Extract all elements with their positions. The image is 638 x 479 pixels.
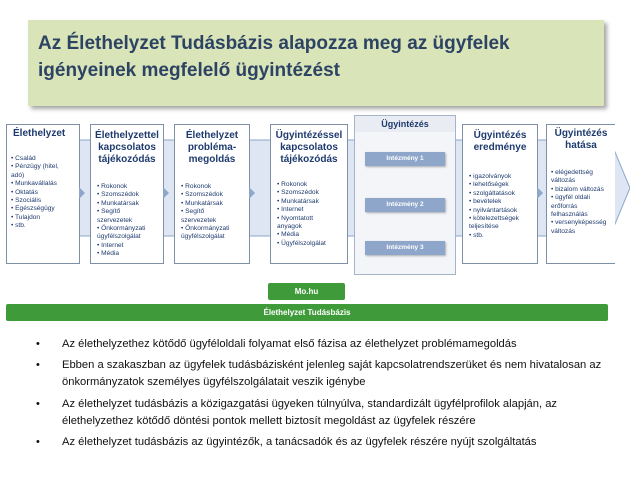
list-item: • Önkormányzati xyxy=(97,225,146,233)
list-item: • Család xyxy=(11,155,36,162)
list-item: • Önkormányzati xyxy=(181,225,230,233)
list-item: • nyilvántartások xyxy=(469,206,518,214)
list-item: • stb. xyxy=(469,231,484,239)
list-item: • Ügyfélszolgálat xyxy=(277,239,326,247)
arrow-tip xyxy=(79,187,85,199)
stage-heading: Élethelyzet probléma-megoldás xyxy=(185,130,239,165)
list-item: • stb. xyxy=(11,222,26,230)
list-item: • szolgáltatások xyxy=(469,189,515,197)
list-item: • Rokonok xyxy=(97,183,128,190)
stage-problemamegoldas xyxy=(174,124,250,264)
bullet-text: Ebben a szakaszban az ügyfelek tudásbázisként jelenleg saját kapcsolatrendszerüket és nem hivatalosan az önkormányzatok személyes ügyfélszolgálatait veszik igénybe xyxy=(62,359,602,389)
list-item: szervezetek xyxy=(181,216,217,224)
stage-list xyxy=(11,155,59,231)
list-item: • Szomszédok xyxy=(277,189,319,197)
list-item: • bizalom változás xyxy=(551,185,604,193)
stage-eredmeny xyxy=(462,124,538,264)
list-item: • Oktatás xyxy=(11,188,38,196)
list-item: • Segítő xyxy=(97,208,121,216)
bullet-item xyxy=(30,434,606,451)
institution-1: Intézmény 1 xyxy=(365,152,445,166)
tudasbazis-bar: Élethelyzet Tudásbázis xyxy=(6,304,608,321)
list-item: • lehetőségek xyxy=(469,181,509,189)
list-item: ügyfélszolgálat xyxy=(181,233,225,241)
list-item: • Rokonok xyxy=(277,181,308,188)
arrow-tip xyxy=(163,187,169,199)
list-item: • Internet xyxy=(97,241,124,249)
list-item: adó) xyxy=(11,171,25,179)
stage-heading: Élethelyzettel kapcsolatos tájékozódás xyxy=(95,130,159,165)
bullet-item xyxy=(30,396,606,430)
list-item: • kötelezettségek xyxy=(469,215,519,223)
list-item: felhasználás xyxy=(551,211,588,219)
list-item: változás xyxy=(551,227,576,235)
stage-elethelyzet xyxy=(6,124,80,264)
list-item: erőforrás xyxy=(551,202,578,210)
list-item: • Munkatársak xyxy=(277,197,319,205)
bullet-dot-icon: • xyxy=(36,338,40,350)
list-item: • versenyképesség xyxy=(551,219,607,227)
ugyintezes-heading: Ügyintézés xyxy=(355,116,455,132)
stage-heading: Ügyintézéssel kapcsolatos tájékozódás xyxy=(275,130,343,165)
list-item: • Szomszédok xyxy=(181,191,223,199)
list-item: • Segítő xyxy=(181,208,205,216)
ugyintezes-panel xyxy=(354,115,456,275)
list-item: teljesítése xyxy=(469,223,499,231)
list-item: változás xyxy=(551,177,576,185)
stage-heading: Ügyintézés eredménye xyxy=(473,130,527,153)
list-item: • Tulajdon xyxy=(11,213,41,221)
bullet-text: Az élethelyzethez kötődő ügyféloldali folyamat első fázisa az élethelyzet problémamegoldás xyxy=(62,338,517,350)
list-item: anyagok xyxy=(277,223,302,231)
stage-heading: Élethelyzet xyxy=(13,128,66,139)
list-item: • Rokonok xyxy=(181,183,212,190)
list-item: • Pénzügy (hitel, xyxy=(11,163,59,171)
list-item: • igazolványok xyxy=(469,173,512,180)
slide-title: Az Élethelyzet Tudásbázis alapozza meg az ügyfelek igényeinek megfelelő ügyintézést xyxy=(38,33,510,81)
list-item: • Munkatársak xyxy=(97,199,139,207)
institution-2: Intézmény 2 xyxy=(365,198,445,212)
bullet-text: Az élethelyzet tudásbázis az ügyintézők, a tanácsadók és az ügyfelek részére nyújt szolgáltatás xyxy=(62,436,537,449)
stage-heading: Ügyintézés hatása xyxy=(554,128,608,151)
list-item: • bevételek xyxy=(469,198,502,206)
list-item: • Egészségügy xyxy=(11,205,55,213)
list-item: • Munkavállalás xyxy=(11,180,57,188)
list-item: • Munkatársak xyxy=(181,199,223,207)
arrow-tip xyxy=(537,187,543,199)
stage-tajekozodas xyxy=(90,124,164,264)
list-item: ügyfélszolgálat xyxy=(97,233,141,241)
bullet-dot-icon: • xyxy=(36,436,40,449)
title-box xyxy=(28,20,604,106)
bullet-dot-icon: • xyxy=(36,359,40,372)
list-item: • Szomszédok xyxy=(97,191,139,199)
list-item: • Szociális xyxy=(11,197,42,205)
list-item: • Média xyxy=(97,250,120,258)
list-item: • Nyomtatott xyxy=(277,214,314,222)
bullet-item xyxy=(30,357,606,391)
stage-hatasa xyxy=(546,124,615,264)
bullet-dot-icon: • xyxy=(36,397,40,410)
list-item: szervezetek xyxy=(97,216,133,224)
list-item: • ügyfél oldali xyxy=(551,194,590,202)
bullet-item xyxy=(30,336,606,353)
stage-list xyxy=(181,183,229,242)
bullet-list xyxy=(30,336,606,455)
stage-list xyxy=(469,173,519,240)
stage-ugyintezes-tajekozodas xyxy=(270,124,348,264)
stage-list xyxy=(551,169,606,236)
stage-list xyxy=(97,183,145,259)
mohu-bar: Mo.hu xyxy=(268,283,345,300)
bullet-text: Az élethelyzet tudásbázis a közigazgatási ügyeken túlnyúlva, standardizált ügyfélprofilok alapján, az élethelyzethez kötődő döntési pontok mellett biztosít megoldást az ügyfelek részére xyxy=(62,397,558,427)
arrow-tip xyxy=(249,187,255,199)
list-item: • Média xyxy=(277,231,300,239)
institution-3: Intézmény 3 xyxy=(365,241,445,255)
list-item: • Internet xyxy=(277,206,304,214)
stage-list xyxy=(277,181,326,248)
list-item: • elégedettség xyxy=(551,169,593,176)
